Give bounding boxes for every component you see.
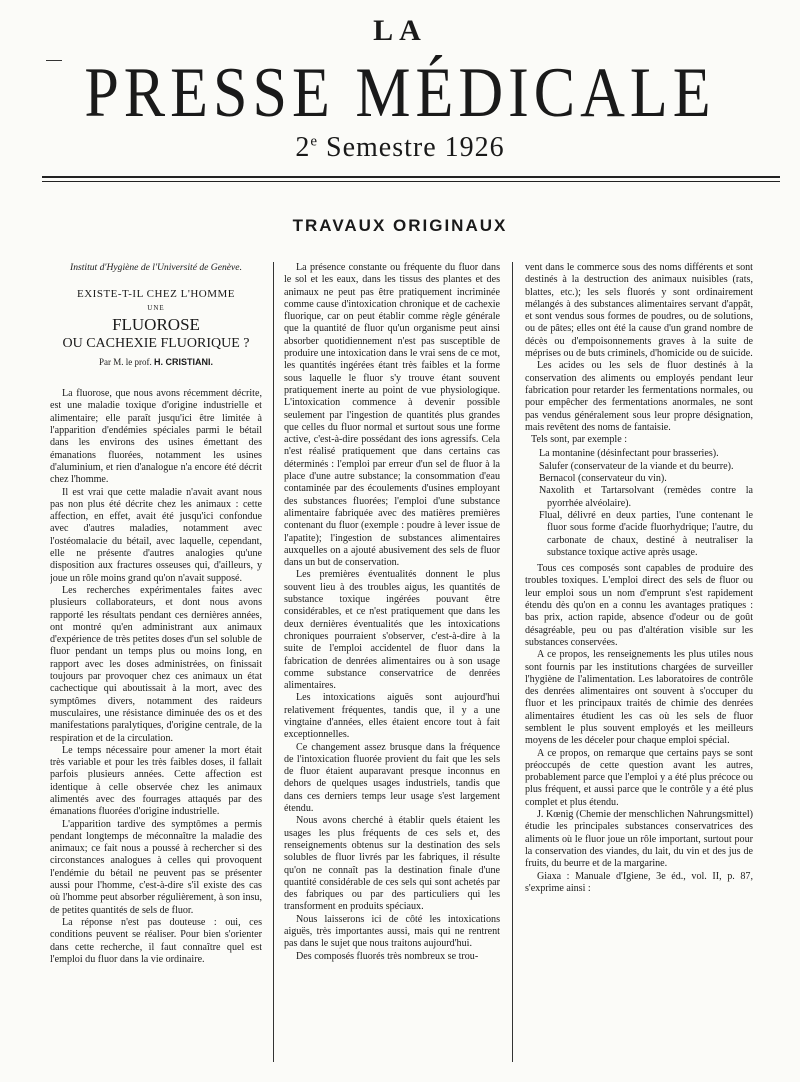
paragraph: Les intoxications aiguës sont aujourd'hui relativement fréquentes, tandis que, il y a une vingtaine d'années, elles étaient encore tout à fait exceptionnelles. (284, 692, 500, 741)
paragraph: La présence constante ou fréquente du fluor dans le sol et les eaux, dans les tissus des plantes et des animaux ne peut pas être pratiquement incriminée comme cause d'intoxication chronique et de cachexie fluorique, car on peut établir comme règle générale que la quantité de fluor qu'un organisme peut ainsi absorber quotidiennement n'est pas susceptible de produire une intoxication dans le vrai sens de ce mot, les quantités ingérées étant très faibles et la forme sous laquelle le fluor s'y trouve étant souvent pratiquement inerte au point de vue physiologique. L'intoxication commence à devenir possible seulement par l'ingestion de quantités plus grandes que celles du fluor normal et surtout sous une forme active, c'est-à-dire possédant des ions agressifs. Cela n'est réalisé pratiquement que dans certains cas déterminés : l'emploi par erreur d'un sel de fluor à la place d'une autre substance; la consommation d'eau contaminée par des écoulements d'usines employant des substances fluorées; l'emploi d'une substance alimentaire fabriquée avec des matières premières contenant du fluor (exemple : poudre à lever issue de l'apatite); l'ingestion de substances alimentaires auxquelles on a ajouté abusivement des sels de fluor dans un but de conservation. (284, 262, 500, 569)
paragraph: J. Kœnig (Chemie der menschlichen Nahrungsmittel) étudie les principales substances conservatrices des aliments où le fluor joue un rôle important, surtout pour la conservation des viandes, du lait, du vin et des jus de fruits, du beurre et de la margarine. (525, 809, 753, 870)
list-intro: Tels sont, par exemple : (531, 434, 627, 446)
semester-number: 2 (295, 132, 311, 163)
list-item: Salufer (conservateur de la viande et du beurre). (539, 460, 734, 472)
paragraph: La fluorose, que nous avons récemment décrite, est une maladie toxique d'origine industrielle et alimentaire; elle paraît jusqu'ici être limitée à l'apparition d'endémies spéciales parmi le bétail dans les environs des usines émettant des émanations fluorées, notamment les usines d'aluminium, et rien d'analogue n'a encore été décrit chez l'homme. (50, 388, 262, 486)
paragraph: Des composés fluorés très nombreux se trou- (296, 950, 479, 962)
author-prefix: Par M. le prof. (98, 356, 152, 367)
section-title: TRAVAUX ORIGINAUX (292, 216, 508, 235)
semester-suffix: e (310, 133, 319, 150)
article-institute: Institut d'Hygiène de l'Université de Genève. (70, 262, 242, 273)
paragraph: vent dans le commerce sous des noms différents et sont destinés à la destruction des animaux nuisibles (rats, blattes, etc.); les sels fluorés y sont ordinairement mélangés à des substances alimentaires servant d'appât, et sont vendus sous formes de poudres, ou de solutions, ou de pâtes; elles ont été la cause d'un grand nombre de décès ou d'empoisonnements graves à la suite de méprises ou de buts criminels, d'homicide ou de suicide. (525, 262, 753, 360)
journal-title: PRESSE MÉDICALE (84, 53, 716, 133)
masthead-la: LA (373, 14, 427, 47)
semester-text: Semestre 1926 (326, 132, 505, 163)
column-1 (50, 262, 262, 1074)
paragraph: Nous avons cherché à établir quels étaient les usages les plus fréquents de ces sels et, des renseignements obtenus sur la destination des sels solubles de fluor livrés par les fabriques, il résulte qu'on ne connaît pas la destination finale d'une quantité considérable de ces sels qui sont achetés par des fabriques ou par des particuliers qui les transforment en produits spéciaux. (284, 815, 500, 913)
list-item: La montanine (désinfectant pour brasseries). (539, 448, 719, 460)
paragraph: Giaxa : Manuale d'Igiene, 3e éd., vol. II, p. 87, s'exprime ainsi : (525, 870, 753, 894)
list-item: Naxolith et Tartarsolvant (remèdes contre la pyorrhée alvéolaire). (539, 485, 753, 509)
header-rule-thin (42, 181, 780, 182)
list-item: Bernacol (conservateur du vin). (539, 473, 667, 485)
header-rule-thick (42, 176, 780, 178)
paragraph: Tous ces composés sont capables de produire des troubles toxiques. L'emploi direct des sels de fluor ou leur emploi sous un nom d'emprunt s'est rapidement étendu dès qu'on en a connu les avantages pratiques : bas prix, action rapide, absence d'odeur ou de goût désagréable, peu ou pas d'altération visible sur les substances conservées. (525, 563, 753, 648)
article-question: EXISTE-T-IL CHEZ L'HOMME (77, 288, 235, 301)
article-author (50, 356, 262, 368)
list-item: Flual, délivré en deux parties, l'une contenant le fluor sous forme d'acide fluorhydrique; l'autre, du carbonate de chaux, destiné à neutraliser la substance toxique active après usage. (539, 509, 753, 558)
paragraph: A ce propos, les renseignements les plus utiles nous sont fournis par les institutions chargées de surveiller l'hygiène de l'alimentation. Les laboratoires de contrôle des denrées alimentaires ont souvent à s'occuper du fluor et les principaux traités de chimie des denrées alimentaires étudient les cas où les sels de fluor semblent le plus souvent employés et les meilleurs moyens de les déceler pour chaque emploi spécial. (525, 649, 753, 747)
paragraph: Les acides ou les sels de fluor destinés à la conservation des aliments ou employés pendant leur fabrication pour retarder les fermentations normales, ou pour empêcher des fermentations anormales, ne sont pas vendus généralement sous leur propre désignation, mais revêtent des noms de fantaisie. (525, 360, 753, 433)
paragraph: Il est vrai que cette maladie n'avait avant nous pas non plus été décrite chez les animaux : cette affection, en effet, avait été jusqu'ici confondue avec d'autres maladies, notamment avec l'ostéomalacie du bétail, avec laquelle, cependant, elle ne présente d'autres analogies qu'une disposition aux fractures osseuses qui, d'ailleurs, y joue un rôle moins grand qu'on n'avait supposé. (50, 486, 262, 584)
paragraph: Les recherches expérimentales faites avec plusieurs collaborateurs, et dont nous avons rapporté les résultats pendant ces dernières années, ont montré qu'en administrant aux animaux d'expérience de très petites doses d'un sel soluble de fluor pendant un temps plus ou moins long, en rapport avec les doses administrées, on finissait toujours par provoquer chez ces animaux un état cachectique qui aboutissait à la mort, avec des symptômes divers, notamment des raideurs musculaires, une résistance diminuée des os et des manifestations paralytiques, d'origine centrale, de la respiration et de la circulation. (50, 584, 262, 744)
paragraph: L'apparition tardive des symptômes a permis pendant longtemps de méconnaître la maladie des animaux; ce fait nous a poussé à rechercher si des circonstances analogues à celles qui provoquent l'endémie du bétail ne peuvent pas se présenter aussi pour l'homme, c'est-à-dire s'il existe des cas où l'homme peut absorber régulièrement, à son insu, de petites quantités de sels de fluor. (50, 818, 262, 916)
semester-line (0, 132, 800, 164)
column-3 (525, 262, 753, 1074)
paragraph: Le temps nécessaire pour amener la mort était très variable et pour les très faibles doses, il fallait parfois plusieurs années. Cette affection est identique à celle observée chez les animaux alimentés avec des fourrages attaqués par des émanations fluorées d'origine industrielle. (50, 744, 262, 818)
paragraph: A ce propos, on remarque que certains pays se sont préoccupés de cette question avant les autres, probablement parce que l'emploi y a été plus précoce ou plus fréquent, et aussi parce que le contrôle y a été plus complet et plus étendu. (525, 747, 753, 808)
column-divider (273, 262, 274, 1062)
product-list (525, 448, 753, 559)
article-subtitle: OU CACHEXIE FLUORIQUE ? (62, 335, 250, 351)
paragraph: Nous laisserons ici de côté les intoxications aiguës, très importantes aussi, mais qui ne rentrent pas dans le sujet que nous traitons aujourd'hui. (284, 913, 500, 950)
paragraph: La réponse n'est pas douteuse : oui, ces conditions peuvent se réaliser. Pour bien s'orienter dans cette recherche, il faut connaître quel est l'emploi du fluor dans la vie ordinaire. (50, 916, 262, 965)
article-title: FLUOROSE (112, 314, 200, 334)
paragraph: Les premières éventualités donnent le plus souvent lieu à des troubles aigus, les quantités de substance toxique ingérées pouvant être considérables, et ce n'est pratiquement que dans les deux dernières éventualités que les intoxications chroniques pourraient s'observer, c'est-à-dire à la suite de l'emploi accidentel de fluor dans la fabrication de denrées alimentaires ou à son usage comme substance conservatrice de denrées alimentaires. (284, 569, 500, 692)
article-une: UNE (147, 303, 165, 312)
author-name: H. CRISTIANI. (153, 356, 213, 367)
column-2 (284, 262, 500, 1074)
column-divider (512, 262, 513, 1062)
paragraph: Ce changement assez brusque dans la fréquence de l'intoxication fluorée provient du fait que les sels de fluor étaient auparavant presque inconnus en dehors de quelques usages industriels, tandis que dans ces derniers temps leur usage s'est largement étendu. (284, 741, 500, 815)
